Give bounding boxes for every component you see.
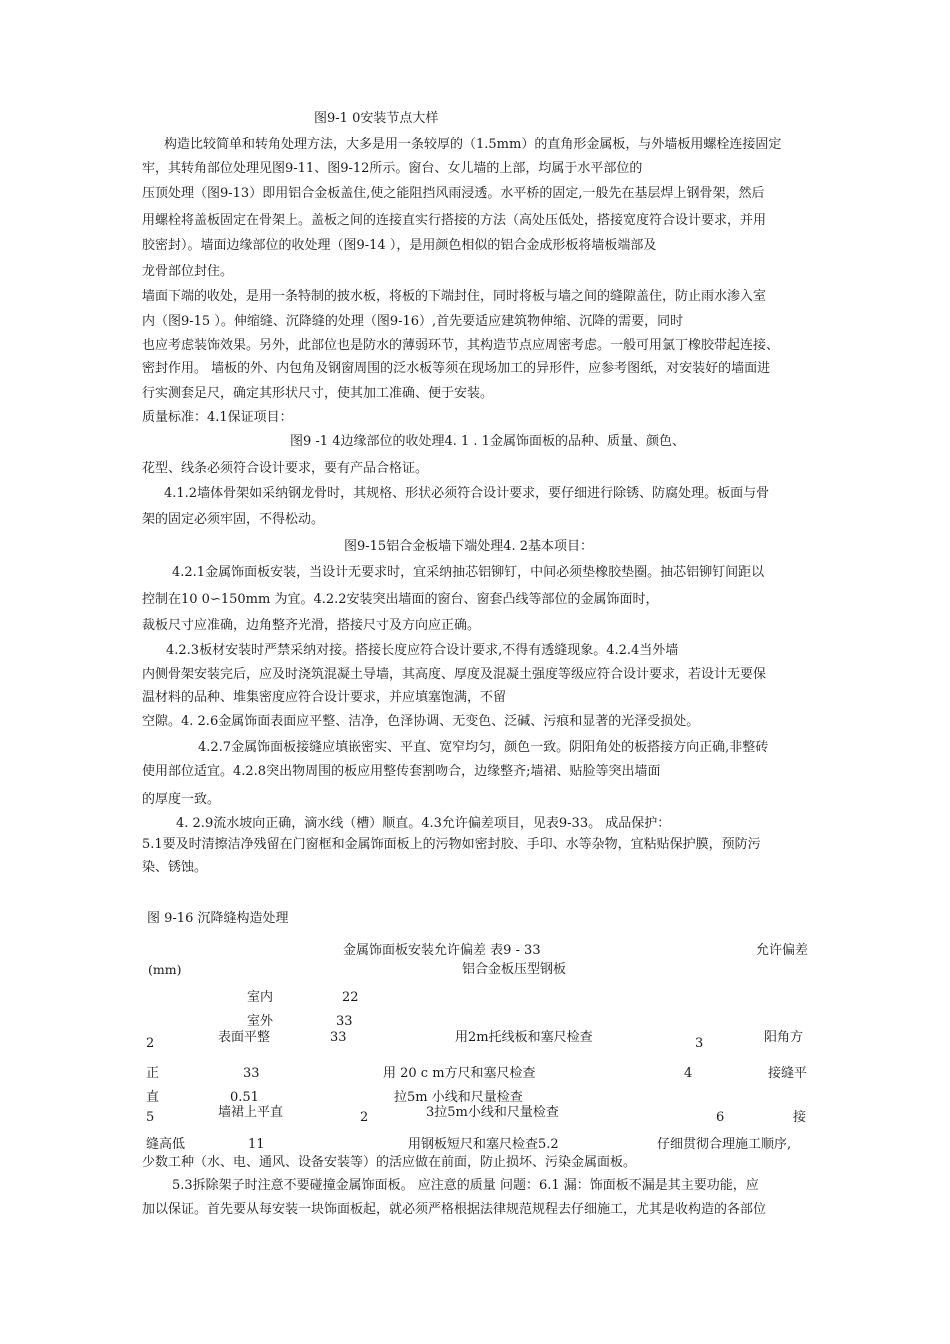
paragraph-line: 牢，其转角部位处理见图9-11、图9-12所示。窗台、女儿墙的上部，均属于水平部位的 [142, 161, 643, 176]
table-cell: 用钢板短尺和塞尺检查5.2 [408, 1137, 559, 1152]
table-cell: 用 20 c m方尺和塞尺检查 [383, 1066, 536, 1081]
table-header-cell: (mm) [148, 962, 182, 977]
table-cell: 缝高低 [146, 1137, 186, 1152]
paragraph-line: 4.2.1金属饰面板安装，当设计无要求时，宜采纳抽芯铝铆钉，中间必须垫橡胶垫圈。抽芯铝铆钉间距以 [172, 565, 765, 580]
table-header-cell: 允许偏差 [756, 943, 809, 958]
paragraph-line: 4.1.2墙体骨架如采纳钢龙骨时，其规格、形状必须符合设计要求，要仔细进行除锈、防腐处理。板面与骨 [164, 486, 770, 501]
table-cell: 阳角方 [764, 1030, 804, 1045]
table-cell: 5 [146, 1110, 155, 1125]
table-cell: 用2m托线板和塞尺检查 [455, 1030, 593, 1045]
paragraph-line: 4. 2.9流水坡向正确，滴水线（槽）顺直。4.3允许偏差项目，见表9-33。 成品保护： [176, 816, 671, 831]
table-cell: 拉5m 小线和尺量检查 [394, 1090, 523, 1105]
paragraph-line: 5.3拆除架子时注意不要碰撞金属饰面板。 应注意的质量 问题：6.1 漏：饰面板不漏是其主要功能，应 [172, 1178, 759, 1193]
paragraph-line: 花型、线条必须符合设计要求，要有产品合格证。 [142, 461, 429, 476]
table-cell: 33 [243, 1066, 260, 1081]
table-cell: 33 [336, 1014, 353, 1029]
table-cell: 3 [695, 1036, 704, 1051]
table-cell: 6 [716, 1110, 725, 1125]
figure-caption: 图9-1 0安装节点大样 [314, 111, 439, 126]
table-cell: 4 [684, 1066, 693, 1081]
paragraph-line: 胶密封）。墙面边缘部位的收处理（图9-14 ），是用颜色相似的铝合金成形板将墙板端部及 [142, 238, 657, 253]
table-cell: 2 [146, 1036, 155, 1051]
paragraph-line: 也应考虑装饰效果。另外，此部位也是防水的薄弱环节，其构造节点应周密考虑。一般可用氯丁橡胶带起连接、 [142, 338, 780, 353]
paragraph-line: 内（图9-15 ）。伸缩缝、沉降缝的处理（图9-16）,首先要适应建筑物伸缩、沉降的需要，同时 [142, 314, 684, 329]
paragraph-line: 墙面下端的收处，是用一条特制的披水板，将板的下端封住，同时将板与墙之间的缝隙盖住，防止雨水渗入室 [142, 289, 767, 304]
paragraph-line: 仔细贯彻合理施工顺序, [657, 1137, 792, 1152]
table-cell: 2 [360, 1110, 369, 1125]
paragraph-line: 加以保证。首先要从每安装一块饰面板起，就必须严格根据法律规范规程去仔细施工，尤其是收构造的各部位 [142, 1202, 767, 1217]
paragraph-line: 4.2.7金属饰面板接缝应填嵌密实、平直、宽窄均匀，颜色一致。阴阳角处的板搭接方向正确,非整砖 [198, 740, 769, 755]
table-cell: 33 [330, 1030, 347, 1045]
paragraph-line: 构造比较简单和转角处理方法，大多是用一条较厚的（1.5mm）的直角形金属板，与外墙板用螺栓连接固定 [164, 137, 782, 152]
table-cell: 3拉5m小线和尺量检查 [426, 1105, 559, 1120]
paragraph-line: 空隙。4. 2.6金属饰面表面应平整、洁净，色泽协调、无变色、泛碱、污痕和显著的光泽受损处。 [142, 714, 700, 729]
figure-caption: 图9-15铝合金板墙下端处理4. 2基本项目： [344, 539, 594, 554]
paragraph-line: 用螺栓将盖板固定在骨架上。盖板之间的连接直实行搭接的方法（高处压低处，搭接宽度符合设计要求，并用 [142, 213, 767, 228]
figure-caption: 图 9-16 沉降缝构造处理 [147, 911, 289, 926]
paragraph-line: 使用部位适宜。4.2.8突出物周围的板应用整传套割吻合，边缘整齐;墙裙、贴脸等突出墙面 [142, 764, 661, 779]
table-header-cell: 铝合金板压型钢板 [462, 962, 567, 977]
table-cell: 正 [146, 1066, 160, 1081]
paragraph-line: 控制在10 0∽150mm 为宜。4.2.2安装突出墙面的窗台、窗套凸线等部位的金属饰面时， [142, 592, 659, 607]
table-title: 金属饰面板安装允许偏差 表9 - 33 [343, 943, 541, 958]
paragraph-line: 行实测套足尺，确定其形状尺寸，使其加工准确、便于安装。 [142, 386, 494, 401]
table-cell: 0.51 [230, 1090, 259, 1105]
paragraph-line: 内侧骨架安装完后，应及时浇筑混凝土导墙，其高度、厚度及混凝土强度等级应符合设计要求，若设计无要保 [142, 667, 767, 682]
table-cell: 直 [146, 1090, 160, 1105]
table-cell: 表面平整 [218, 1030, 271, 1045]
table-cell: 室内 [247, 990, 274, 1005]
paragraph-line: 4.2.3板材安装时严禁采纳对接。搭接长度应符合设计要求,不得有透缝现象。4.2.4当外墙 [166, 643, 679, 658]
table-cell: 11 [248, 1137, 265, 1152]
paragraph-line: 密封作用。 墙板的外、内包角及钢窗周围的泛水板等须在现场加工的异形件，应参考图纸，对安装好的墙面进 [142, 361, 771, 376]
paragraph-line: 裁板尺寸应准确，边角整齐光滑，搭接尺寸及方向应正确。 [142, 618, 481, 633]
paragraph-line: 染、锈蚀。 [142, 860, 208, 875]
paragraph-line: 图9 -1 4边缘部位的收处理4. 1 . 1金属饰面板的品种、质量、颜色、 [290, 434, 685, 449]
paragraph-line: 的厚度一致。 [142, 792, 221, 807]
paragraph-line: 龙骨部位封住。 [142, 264, 234, 279]
table-cell: 接 [793, 1110, 807, 1125]
paragraph-line: 压顶处理（图9-13）即用铝合金板盖住,使之能阻挡风雨浸透。水平桥的固定,一般先在基层焊上钢骨架，然后 [142, 186, 765, 201]
paragraph-line: 温材料的品种、堆集密度应符合设计要求，并应填塞饱满，不留 [142, 690, 507, 705]
table-cell: 墙裙上平直 [218, 1105, 284, 1120]
table-cell: 22 [342, 990, 359, 1005]
paragraph-line: 5.1要及时清擦洁净残留在门窗框和金属饰面板上的污物如密封胶、手印、水等杂物，宜粘贴保护膜，预防污 [142, 837, 761, 852]
table-cell: 接缝平 [768, 1066, 808, 1081]
paragraph-line: 架的固定必须牢固，不得松动。 [142, 512, 325, 527]
table-cell: 室外 [247, 1014, 274, 1029]
section-heading: 质量标准：4.1保证项目： [142, 410, 293, 425]
paragraph-line: 少数工种（水、电、通风、设备安装等）的活应做在前面，防止损坏、污染金属面板。 [142, 1155, 637, 1170]
